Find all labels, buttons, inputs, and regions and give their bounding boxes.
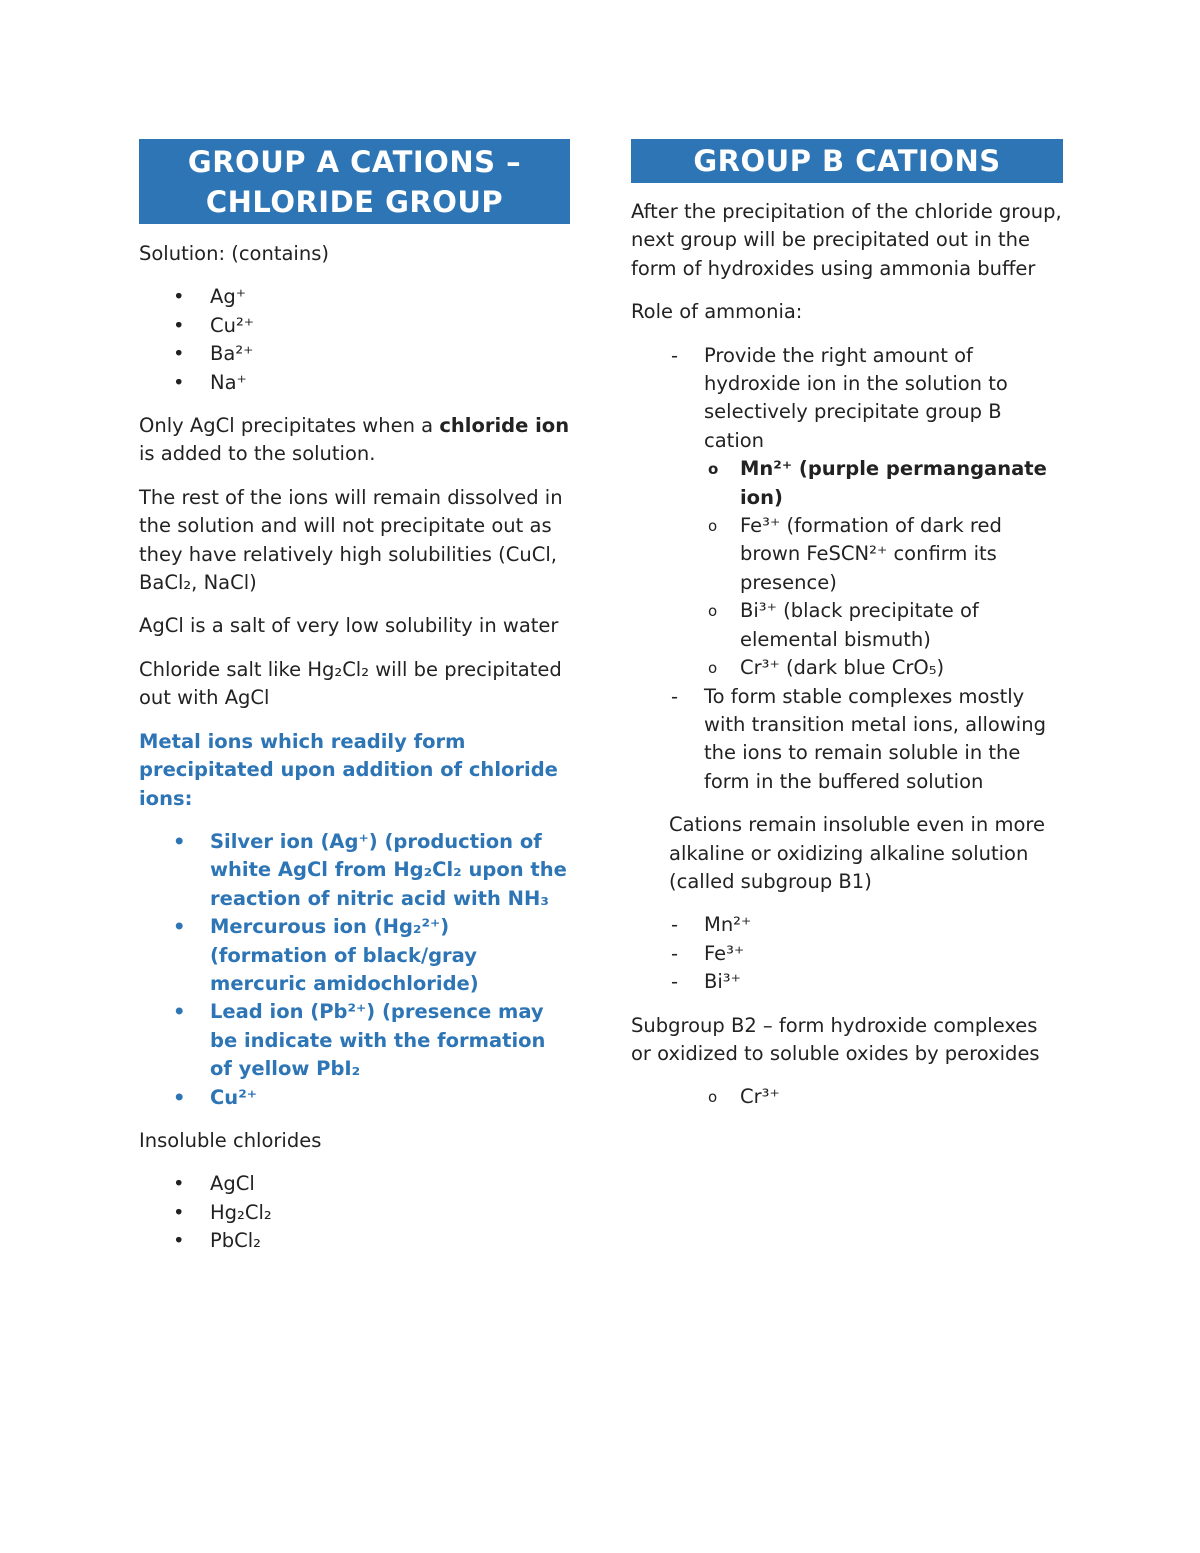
list-item: • Hg₂Cl₂ <box>139 1199 570 1227</box>
chloride-ion-emphasis: chloride ion <box>439 414 570 438</box>
chloride-salt-paragraph: Chloride salt like Hg₂Cl₂ will be precipitated out with AgCl <box>139 657 562 710</box>
left-column <box>139 139 570 1256</box>
right-column <box>631 139 1063 1112</box>
subgroup-b2-paragraph: Subgroup B2 – form hydroxide complexes or oxidized to soluble oxides by peroxides <box>631 1013 1040 1065</box>
insoluble-chlorides-list <box>139 1170 570 1255</box>
list-item: • Ba²⁺ <box>139 340 570 368</box>
insoluble-chlorides-label: Insoluble chlorides <box>139 1128 322 1152</box>
role-of-ammonia-label: Role of ammonia: <box>631 300 803 324</box>
list-item: o Cr³⁺ (dark blue CrO₅) <box>631 654 1063 682</box>
subgroup-b2-list <box>631 1083 1063 1111</box>
list-item: • Ag⁺ <box>139 283 570 311</box>
only-agcl-paragraph <box>139 412 570 469</box>
list-item: - Mn²⁺ <box>631 911 1063 939</box>
agcl-salt-paragraph: AgCl is a salt of very low solubility in water <box>139 614 559 638</box>
role-item-text: Provide the right amount of hydroxide ion in the solution to selectively precipitate group B cation <box>704 343 1008 452</box>
only-agcl-text: Only AgCl precipitates when a <box>139 414 440 438</box>
role-sub-list <box>631 455 1063 682</box>
list-item: o Cr³⁺ <box>631 1083 1063 1111</box>
group-a-header <box>139 139 570 224</box>
group-b-intro: After the precipitation of the chloride group, next group will be precipitated out in the form of hydroxides using ammonia buffer <box>631 200 1062 280</box>
list-item: • Silver ion (Ag⁺) (production of white AgCl from Hg₂Cl₂ upon the reaction of nitric acid with NH₃ <box>139 828 570 913</box>
only-agcl-text-2: is added to the solution. <box>139 442 376 466</box>
solution-ion-list <box>139 283 570 397</box>
group-a-header-line1: GROUP A CATIONS – <box>187 145 522 179</box>
list-item: o Bi³⁺ (black precipitate of elemental bismuth) <box>631 597 1063 654</box>
list-item: • Cu²⁺ <box>139 1084 570 1112</box>
list-item: • Cu²⁺ <box>139 312 570 340</box>
list-item: • Mercurous ion (Hg₂²⁺) (formation of black/gray mercuric amidochloride) <box>139 913 570 998</box>
list-item: • AgCl <box>139 1170 570 1198</box>
subgroup-b1-paragraph: Cations remain insoluble even in more alkaline or oxidizing alkaline solution (called subgroup B1) <box>669 813 1045 893</box>
solution-label: Solution: (contains) <box>139 242 329 265</box>
list-item: • Na⁺ <box>139 369 570 397</box>
rest-of-ions-paragraph: The rest of the ions will remain dissolved in the solution and will not precipitate out as they have relatively high solubilities (CuCl, BaCl₂, NaCl) <box>139 485 563 595</box>
list-item: • PbCl₂ <box>139 1227 570 1255</box>
group-a-header-line2: CHLORIDE GROUP <box>205 185 504 219</box>
group-b-header: GROUP B CATIONS <box>631 139 1063 183</box>
list-item: • Lead ion (Pb²⁺) (presence may be indicate with the formation of yellow PbI₂ <box>139 998 570 1083</box>
metal-ions-heading: Metal ions which readily form precipitated upon addition of chloride ions: <box>139 729 558 810</box>
role-list-2 <box>631 683 1063 797</box>
list-item: o Fe³⁺ (formation of dark red brown FeSCN²⁺ confirm its presence) <box>631 512 1063 597</box>
list-item: o Mn²⁺ (purple permanganate ion) <box>631 455 1063 512</box>
list-item: - Fe³⁺ <box>631 940 1063 968</box>
metal-ion-list <box>139 828 570 1112</box>
list-item: - To form stable complexes mostly with transition metal ions, allowing the ions to remain soluble in the form in the buffered solution <box>631 683 1063 797</box>
list-item: - Bi³⁺ <box>631 968 1063 996</box>
list-item <box>631 342 1063 456</box>
subgroup-b1-list <box>631 911 1063 996</box>
role-list <box>631 342 1063 456</box>
